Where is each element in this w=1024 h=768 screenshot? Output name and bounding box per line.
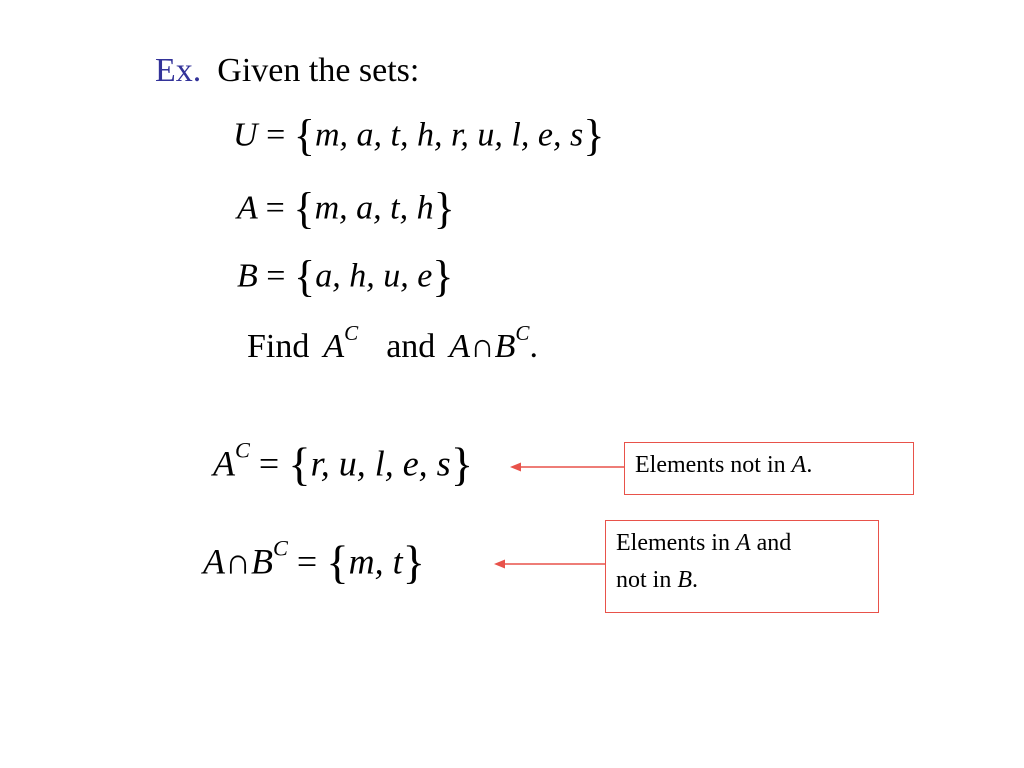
intersection-symbol: ∩ <box>225 541 251 582</box>
set-u-symbol: U <box>233 116 258 154</box>
callout-variable: B <box>677 567 693 594</box>
equals-sign: = <box>296 541 318 582</box>
close-brace: } <box>432 252 454 301</box>
intersection-answer <box>203 535 426 589</box>
set-b-symbol: B <box>237 257 258 295</box>
set-u-elements: m, a, t, h, r, u, l, e, s <box>314 116 584 154</box>
intersection-superscript: C <box>515 321 530 346</box>
close-brace: } <box>583 111 605 160</box>
arrow-left-icon <box>494 557 606 571</box>
equals-sign: = <box>265 189 285 227</box>
callout-text: Elements not in <box>635 452 792 478</box>
answer-a: A <box>203 541 225 582</box>
close-brace: } <box>433 184 455 233</box>
open-brace: { <box>293 111 315 160</box>
open-brace: { <box>293 184 315 233</box>
answer-b: B <box>251 541 273 582</box>
intersection-elements: m, t <box>348 541 403 582</box>
intersection-b: B <box>494 328 516 365</box>
open-brace: { <box>293 252 316 301</box>
set-a-elements: m, a, t, h <box>314 189 434 227</box>
open-brace: { <box>288 439 311 491</box>
arrow-left-icon <box>510 460 624 474</box>
equals-sign: = <box>258 443 280 484</box>
complement-answer <box>213 437 474 491</box>
answer-superscript: C <box>235 437 250 463</box>
callout-end: . <box>692 567 699 594</box>
callout-variable: A <box>735 530 751 556</box>
complement-callout <box>624 442 914 495</box>
period: . <box>529 328 538 365</box>
callout-variable: A <box>791 452 807 478</box>
intersection-symbol: ∩ <box>470 328 495 365</box>
example-label: Ex. <box>155 52 202 89</box>
intersection-a: A <box>449 328 471 365</box>
complement-superscript: C <box>344 321 359 346</box>
set-a-symbol: A <box>237 189 258 227</box>
close-brace: } <box>402 537 426 589</box>
title-text: Given the sets: <box>217 52 420 89</box>
find-instruction <box>247 321 538 366</box>
callout-text: not in <box>616 567 678 594</box>
close-brace: } <box>450 439 474 491</box>
find-word: Find <box>247 328 310 365</box>
open-brace: { <box>326 537 349 589</box>
equals-sign: = <box>266 257 286 295</box>
set-b-elements: a, h, u, e <box>315 257 433 295</box>
equals-sign: = <box>266 116 286 154</box>
callout-end: . <box>806 452 813 478</box>
callout-text: Elements in <box>616 530 736 556</box>
answer-base: A <box>213 443 235 484</box>
slide-title <box>155 52 419 90</box>
set-a-definition <box>237 184 455 233</box>
answer-superscript: C <box>273 535 288 561</box>
complement-elements: r, u, l, e, s <box>310 443 451 484</box>
complement-base: A <box>323 328 345 365</box>
set-u-definition <box>233 111 605 160</box>
intersection-callout <box>605 520 879 613</box>
callout-text: and <box>750 530 792 556</box>
and-word: and <box>386 328 436 365</box>
set-b-definition <box>237 252 454 301</box>
